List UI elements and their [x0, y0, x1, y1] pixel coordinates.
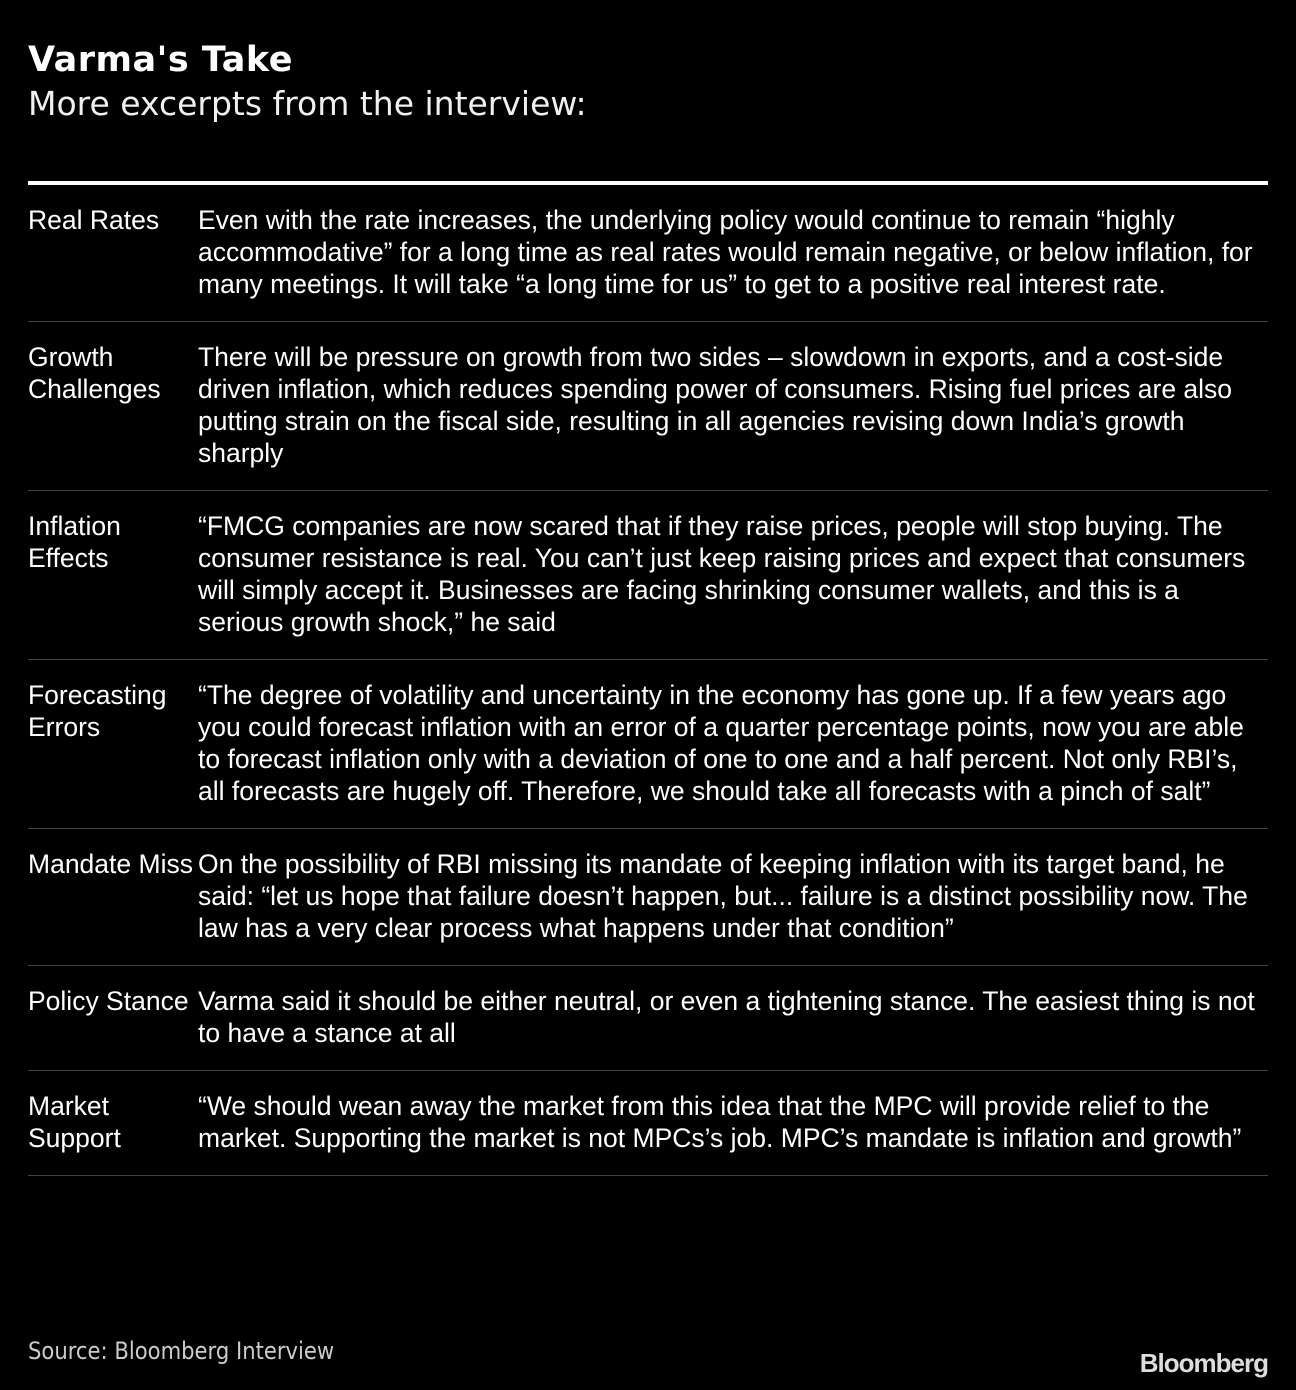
table-row: [28, 829, 1268, 966]
row-label: Market Support: [28, 1091, 121, 1153]
row-label: Mandate Miss: [28, 849, 193, 879]
table-row: [28, 322, 1268, 491]
row-text: “We should wean away the market from this idea that the MPC will provide relief to the market. Supporting the market is not MPCs’s job. MPC’s mandate is inflation and growth”: [198, 1091, 1242, 1153]
table-row: [28, 185, 1268, 322]
table-row: [28, 1071, 1268, 1176]
source-note: Source: Bloomberg Interview: [28, 1337, 335, 1365]
row-label: Inflation Effects: [28, 511, 121, 573]
row-text: On the possibility of RBI missing its mandate of keeping inflation with its target band, he said: “let us hope that failure doesn’t happen, but... failure is a distinct possibility now. The law has a very clear process what happens under that condition”: [198, 849, 1248, 943]
excerpts-table: [28, 181, 1268, 1176]
table-row: [28, 491, 1268, 660]
row-text: Varma said it should be either neutral, or even a tightening stance. The easiest thing is not to have a stance at all: [198, 986, 1255, 1048]
page-subtitle: More excerpts from the interview:: [28, 84, 587, 123]
row-text: “The degree of volatility and uncertainty in the economy has gone up. If a few years ago you could forecast inflation with an error of a quarter percentage points, now you are able to forecast inflation only with a deviation of one to one and a half percent. Not only RBI’s, all forecasts are hugely off. Therefore, we should take all forecasts with a pinch of salt”: [198, 680, 1244, 806]
row-text: There will be pressure on growth from two sides – slowdown in exports, and a cost-side driven inflation, which reduces spending power of consumers. Rising fuel prices are also putting strain on the fiscal side, resulting in all agencies revising down India’s growth sharply: [198, 342, 1233, 468]
row-label: Growth Challenges: [28, 342, 161, 404]
page-title: Varma's Take: [28, 40, 293, 80]
bloomberg-logo: Bloomberg: [1139, 1348, 1268, 1378]
row-text: Even with the rate increases, the underlying policy would continue to remain “highly accommodative” for a long time as real rates would remain negative, or below inflation, for many meetings. It will take “a long time for us” to get to a positive real interest rate.: [198, 205, 1253, 299]
row-label: Real Rates: [28, 205, 160, 235]
row-label: Policy Stance: [28, 986, 189, 1016]
row-label: Forecasting Errors: [28, 680, 167, 742]
table-row: [28, 660, 1268, 829]
table-row: [28, 966, 1268, 1071]
row-text: “FMCG companies are now scared that if they raise prices, people will stop buying. The consumer resistance is real. You can’t just keep raising prices and expect that consumers will simply accept it. Businesses are facing shrinking consumer wallets, and this is a serious growth shock,” he said: [198, 511, 1246, 637]
